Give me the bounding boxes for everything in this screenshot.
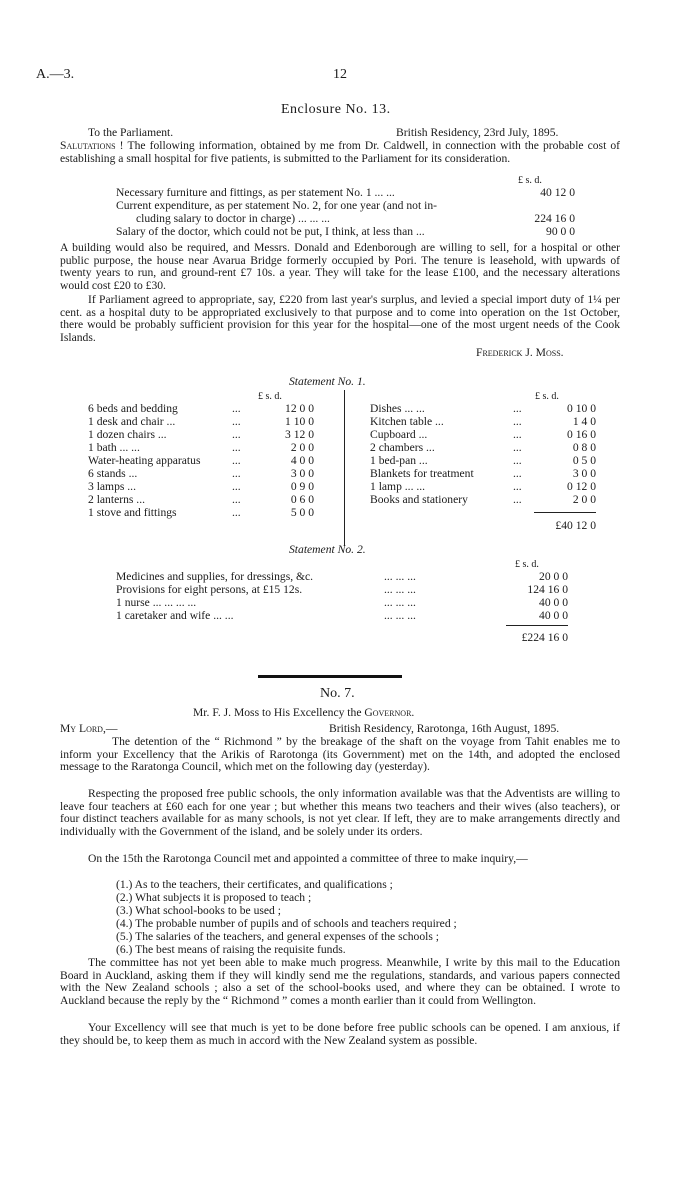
item-amount: 0 5 0 — [572, 454, 596, 467]
item-dots: ... ... ... — [384, 583, 416, 596]
item-amount: 0 8 0 — [572, 441, 596, 454]
statement1-column-divider — [344, 390, 345, 546]
statement2-total: £224 16 0 — [521, 631, 568, 644]
item-label: 1 bed-pan ... — [370, 454, 428, 467]
statement1-total-rule — [534, 512, 596, 513]
list-item: (2.) What subjects it is proposed to teach ; — [116, 891, 312, 904]
letter-number: No. 7. — [320, 686, 355, 701]
item-dots: ... — [513, 441, 522, 454]
item-dots: ... ... ... — [384, 596, 416, 609]
item-amount: 0 12 0 — [567, 480, 596, 493]
item-dots: ... ... ... — [384, 609, 416, 622]
item-label: Dishes ... ... — [370, 402, 425, 415]
letter-paragraph: Your Excellency will see that much is yet to be done before free public schools can be opened. I am anxious, if they should be, to keep them as much in accord with the New Zealand system as possible. — [60, 1021, 620, 1047]
letter-paragraph: The committee has not yet been able to make much progress. Meanwhile, I write by this mail to the Education Board in Auckland, asking them if they will kindly send me the regulations, standards, and various papers connected with the New Zealand schools ; also a set of the school-books used, and where they can be obtained. I wrote to Auckland because the reply by the “ Richmond ” comes a month earlier than it could from Wellington. — [60, 956, 620, 1007]
item-dots: ... — [513, 428, 522, 441]
item-amount: 1 10 0 — [285, 415, 314, 428]
item-label: Medicines and supplies, for dressings, &c. — [116, 570, 314, 583]
statement2-currency: £ s. d. — [515, 559, 539, 570]
item-label: Water-heating apparatus — [88, 454, 201, 467]
item-dots: ... — [232, 493, 241, 506]
list-item: (1.) As to the teachers, their certificates, and qualifications ; — [116, 878, 393, 891]
item-dots: ... — [232, 428, 241, 441]
item-amount: 5 0 0 — [290, 506, 314, 519]
item-amount: 2 0 0 — [290, 441, 314, 454]
enclosure-title: Enclosure No. 13. — [281, 102, 391, 117]
item-amount: 1 4 0 — [572, 415, 596, 428]
enclosure-intro — [60, 140, 620, 165]
item-label: 1 bath ... ... — [88, 441, 140, 454]
item-amount: 0 9 0 — [290, 480, 314, 493]
item-amount: 12 0 0 — [285, 402, 314, 415]
enclosure-place-date: British Residency, 23rd July, 1895. — [396, 126, 559, 139]
statement2-title: Statement No. 2. — [289, 543, 366, 556]
cost-label: Necessary furniture and fittings, as per statement No. 1 ... ... — [116, 186, 395, 199]
cost-label: Salary of the doctor, which could not be put, I think, at less than ... — [116, 225, 425, 238]
item-label: 3 lamps ... — [88, 480, 136, 493]
statement1-left-currency: £ s. d. — [258, 391, 282, 402]
item-dots: ... — [232, 506, 241, 519]
item-dots: ... — [232, 454, 241, 467]
cost-amount: 40 12 0 — [540, 186, 575, 199]
item-dots: ... — [232, 480, 241, 493]
item-dots: ... — [232, 441, 241, 454]
item-label: 1 stove and fittings — [88, 506, 177, 519]
item-amount: 0 6 0 — [290, 493, 314, 506]
statement2-total-rule — [506, 625, 568, 626]
item-label: 2 lanterns ... — [88, 493, 145, 506]
item-label: Cupboard ... — [370, 428, 428, 441]
item-dots: ... — [513, 480, 522, 493]
enclosure-addressee: To the Parliament. — [88, 126, 174, 139]
cost-amount: 224 16 0 — [534, 212, 575, 225]
item-label: 1 lamp ... ... — [370, 480, 426, 493]
item-dots: ... — [232, 415, 241, 428]
item-label: 1 desk and chair ... — [88, 415, 176, 428]
cost-amount: 90 0 0 — [546, 225, 575, 238]
item-amount: 3 0 0 — [572, 467, 596, 480]
letter-heading-text: Mr. F. J. Moss to His Excellency the — [193, 706, 365, 719]
list-item: (4.) The probable number of pupils and of schools and teachers required ; — [116, 917, 457, 930]
page-number: 12 — [333, 67, 347, 82]
letter-heading-governor: Governor. — [364, 706, 415, 719]
item-label: Provisions for eight persons, at £15 12s. — [116, 583, 303, 596]
item-dots: ... — [513, 454, 522, 467]
intro-text: The following information, obtained by me from Dr. Caldwell, in connection with the probable cost of establishing a small hospital for five patients, is submitted to the Parliament for its consideration. — [60, 139, 620, 165]
item-label: 6 beds and bedding — [88, 402, 178, 415]
letter-place-date: British Residency, Rarotonga, 16th August, 1895. — [329, 722, 560, 735]
enclosure-paragraph: If Parliament agreed to appropriate, say, £220 from last year's surplus, and levied a special import duty of 1¼ per cent. as a hospital duty to be appropriated exclusively to that purpose and to come into operation on the 1st October, there would be probably sufficient provision for this year for the hospital—one of the most urgent needs of the Cook Islands. — [60, 293, 620, 344]
item-dots: ... — [513, 402, 522, 415]
item-amount: 40 0 0 — [539, 596, 568, 609]
cost-label: cluding salary to doctor in charge) ... ... ... — [136, 212, 330, 225]
section-divider — [258, 675, 402, 678]
enclosure-paragraph: A building would also be required, and Messrs. Donald and Edenborough are willing to sell, for a hospital or other public purpose, the house near Avarua Bridge formerly occupied by Pori. The tenure is leasehold, with upwards of twenty years to run, and ground-rent £7 10s. a year. They will take for the lease £100, and the necessary alterations would cost £20 to £30. — [60, 241, 620, 292]
item-dots: ... — [513, 415, 522, 428]
item-label: 1 dozen chairs ... — [88, 428, 167, 441]
item-amount: 20 0 0 — [539, 570, 568, 583]
item-dots: ... ... ... — [384, 570, 416, 583]
item-amount: 0 16 0 — [567, 428, 596, 441]
list-item: (3.) What school-books to be used ; — [116, 904, 281, 917]
item-label: 2 chambers ... — [370, 441, 435, 454]
item-dots: ... — [513, 467, 522, 480]
item-label: Blankets for treatment — [370, 467, 474, 480]
item-dots: ... — [513, 493, 522, 506]
list-item: (5.) The salaries of the teachers, and general expenses of the schools ; — [116, 930, 440, 943]
letter-paragraph: The detention of the “ Richmond ” by the breakage of the shaft on the voyage from Tahit enables me to inform your Excellency that the Arikis of Rarotonga (its Government) met on the 14th, and adopted the enclosed message to the Raratonga Council, which met on the following day (yesterday). — [60, 735, 620, 774]
item-amount: 2 0 0 — [572, 493, 596, 506]
item-dots: ... — [232, 467, 241, 480]
item-label: Books and stationery — [370, 493, 468, 506]
item-amount: 3 0 0 — [290, 467, 314, 480]
letter-paragraph: Respecting the proposed free public schools, the only information available was that the Adventists are willing to leave four teachers at £60 each for one year ; but whether this means two teachers and their wives (also teachers), or four distinct teachers available for as many schools, is not yet clear. If left, they are to make arrangements directly and individually with the Government of the island, and be solely under its orders. — [60, 787, 620, 838]
item-dots: ... — [232, 402, 241, 415]
item-amount: 0 10 0 — [567, 402, 596, 415]
item-amount: 40 0 0 — [539, 609, 568, 622]
costs-currency-header: £ s. d. — [518, 175, 542, 186]
signature: Frederick J. Moss. — [476, 346, 564, 359]
letter-heading — [193, 707, 414, 720]
letter-paragraph: On the 15th the Rarotonga Council met and appointed a committee of three to make inquiry,— — [88, 852, 528, 865]
letter-salutation: My Lord,— — [60, 722, 118, 735]
page-ref: A.—3. — [36, 67, 75, 82]
statement1-title: Statement No. 1. — [289, 375, 366, 388]
item-label: 6 stands ... — [88, 467, 138, 480]
item-amount: 124 16 0 — [527, 583, 568, 596]
statement1-total: £40 12 0 — [555, 519, 596, 532]
item-label: 1 nurse ... ... ... ... — [116, 596, 197, 609]
item-label: 1 caretaker and wife ... ... — [116, 609, 234, 622]
item-label: Kitchen table ... — [370, 415, 444, 428]
item-amount: 3 12 0 — [285, 428, 314, 441]
salutation: Salutations ! — [60, 139, 128, 152]
list-item: (6.) The best means of raising the requisite funds. — [116, 943, 346, 956]
statement1-right-currency: £ s. d. — [535, 391, 559, 402]
cost-label: Current expenditure, as per statement No. 2, for one year (and not in- — [116, 199, 437, 212]
item-amount: 4 0 0 — [290, 454, 314, 467]
